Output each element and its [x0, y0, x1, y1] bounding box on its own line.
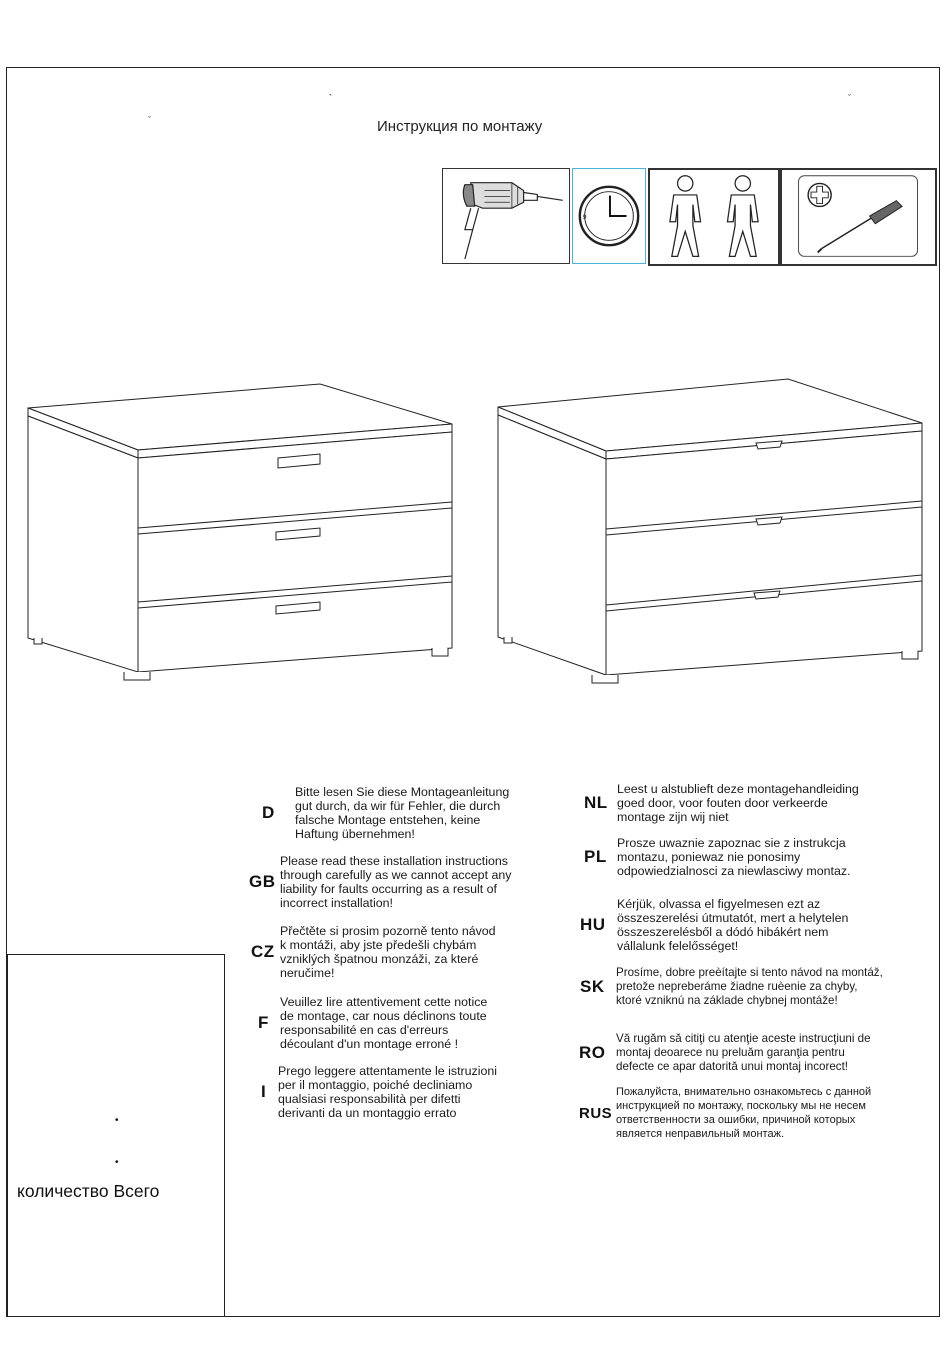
lang-text: Přečtěte si prosim pozorně tento návod k montáži, aby jste předešli chybám vzniklých špatnou monzáži, za které neručime! — [280, 924, 496, 980]
quantity-total-label: количество Всего — [17, 1181, 160, 1201]
two-persons-icon — [648, 168, 780, 266]
lang-code: I — [261, 1082, 267, 1101]
lang-block-gb — [249, 854, 511, 910]
lang-block-cz — [251, 924, 496, 980]
lang-block-sk — [580, 966, 883, 1008]
lang-text: Prego leggere attentamente le istruzioni per il montaggio, poiché decliniamo qualsiasi responsabilità per difetti derivanti da un montaggio errato — [278, 1064, 498, 1120]
header-mark: ` — [329, 93, 332, 103]
power-drill-icon — [442, 168, 570, 264]
clock-number: 9 — [582, 213, 587, 221]
lang-text: Kérjük, olvassa el figyelmesen ezt az összeszerelési útmutatót, mert a helytelen összeszerelésből a dódó hibákért nem vállalunk felelősséget! — [617, 897, 849, 953]
chest-of-drawers-bar-handles — [20, 380, 460, 685]
lang-code: GB — [249, 872, 276, 891]
page-title: Инструкция по монтажу — [377, 118, 543, 135]
lang-code: NL — [584, 793, 608, 812]
lang-code: F — [258, 1013, 269, 1032]
header-mark: ˇ — [848, 93, 851, 103]
lang-block-i — [261, 1064, 497, 1120]
bullet: • — [115, 1157, 119, 1168]
header-mark: ˇ — [148, 115, 151, 125]
parts-count-box — [7, 954, 225, 1317]
lang-text: Leest u alstublieft deze montagehandleiding goed door, voor fouten door verkeerde montage zijn wij niet — [617, 782, 859, 824]
lang-block-rus — [579, 1085, 871, 1141]
lang-text: Пожалуйста, внимательно ознакомьтесь с данной инструкцией по монтажу, поскольку мы не несем ответственности за ошибки, причиной которых является неправильный монтаж. — [616, 1086, 872, 1140]
lang-code: D — [262, 803, 275, 822]
lang-text: Bitte lesen Sie diese Montageanleitung gut durch, da wir für Fehler, die durch falsche Montage entstehen, keine Haftung übernehmen! — [295, 785, 510, 841]
bullet: • — [115, 1115, 119, 1126]
lang-code: SK — [580, 977, 605, 996]
clock-icon — [572, 168, 646, 264]
lang-block-d — [262, 785, 509, 841]
lang-code: PL — [584, 847, 607, 866]
lang-code: HU — [580, 915, 606, 934]
lang-block-ro — [579, 1032, 871, 1074]
lang-code: RO — [579, 1043, 606, 1062]
phillips-screwdriver-icon — [780, 168, 937, 266]
lang-block-hu — [580, 897, 848, 953]
lang-text: Prosze uwaznie zapoznac sie z instrukcja montazu, poniewaz nie ponosimy odpowiedzialnosci za niewlasciwy montaz. — [617, 836, 851, 878]
lang-block-f — [258, 995, 487, 1051]
lang-block-pl — [584, 836, 850, 878]
lang-text: Vă rugăm să citiţi cu atenţie aceste instrucţiuni de montaj deoarece nu preluăm garanţia pentru defecte ce apar datorită unui montaj incorect! — [616, 1032, 871, 1073]
lang-text: Prosíme, dobre preèítajte si tento návod na montáž, pretože nepreberáme žiadne ruèenie za chyby, ktoré vzniknú na základe chybnej montáže! — [616, 966, 883, 1007]
lang-block-nl — [584, 782, 859, 824]
lang-text: Veuillez lire attentivement cette notice de montage, car nous déclinons toute responsabilité en cas d'erreurs découlant d'un montage erroné ! — [280, 995, 488, 1051]
lang-code: RUS — [579, 1104, 613, 1122]
chest-of-drawers-flush-handles — [490, 375, 930, 685]
lang-text: Please read these installation instructions through carefully as we cannot accept any liability for faults occurring as a result of incorrect installation! — [280, 854, 512, 910]
lang-code: CZ — [251, 942, 275, 961]
